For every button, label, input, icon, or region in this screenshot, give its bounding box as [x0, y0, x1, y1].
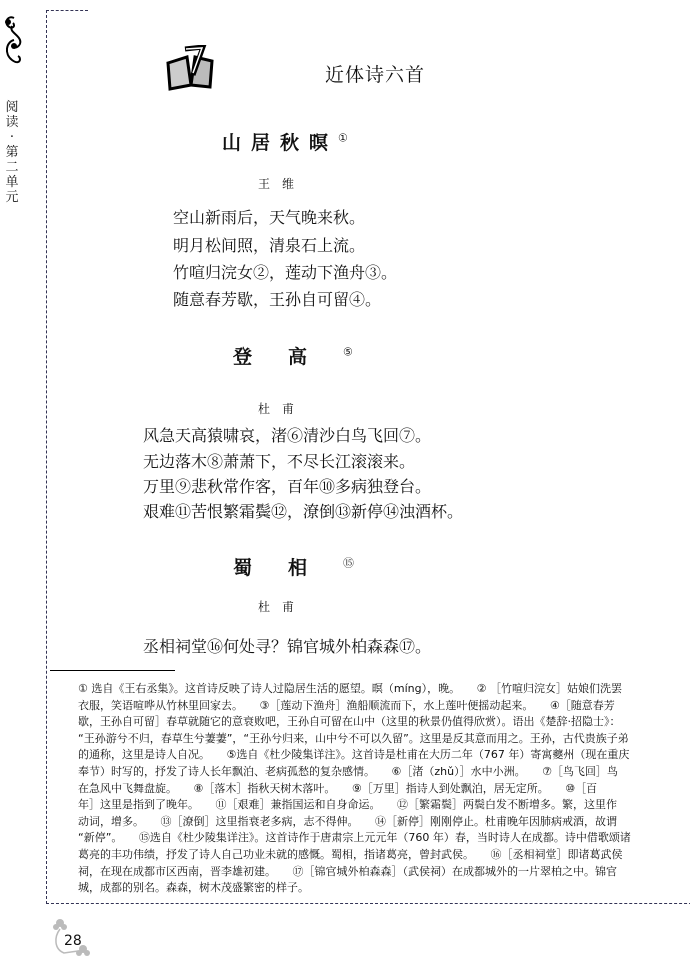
frame-top-dash: [46, 10, 88, 11]
footnote-line: 城，成都的别名。森森，树木茂盛繁密的样子。: [78, 881, 309, 895]
poem-line: 无边落木⑧萧萧下，不尽长江滚滚来。: [143, 452, 416, 471]
poem-title: 山居秋暝①: [222, 131, 348, 154]
poem-line: 竹喧归浣女②，莲动下渔舟③。: [173, 263, 398, 282]
poem-author: 王维: [258, 177, 307, 191]
footnote-line: 葛亮的丰功伟绩，抒发了诗人自己功业未就的感慨。蜀相，指诸葛亮，曾封武侯。 ⑯［丞相祠堂］即诸葛武侯: [78, 847, 623, 861]
poem-line: 万里⑨悲秋常作客，百年⑩多病独登台。: [143, 477, 432, 496]
poem-author: 杜甫: [258, 600, 307, 614]
poem-title: 蜀相⑮: [233, 556, 355, 579]
footnote-line: ① 选自《王右丞集》。这首诗反映了诗人过隐居生活的愿望。暝（míng），晚。 ② ［竹喧归浣女］姑娘们洗罢: [78, 682, 622, 695]
page-number: 28: [64, 933, 82, 949]
footnote-line: 歇，王孙自可留］春草就随它的意衰败吧，王孙自可留在山中（这里的秋景仍值得欣赏）。语出《楚辞·招隐士》：: [78, 715, 621, 729]
poem-line: 丞相祠堂⑯何处寻？锦官城外柏森森⑰。: [143, 637, 432, 656]
open-book-icon: [165, 45, 215, 91]
poem-line: 空山新雨后，天气晚来秋。: [173, 208, 366, 227]
footnote-line: “王孙游兮不归，春草生兮萋萋”，“王孙兮归来，山中兮不可以久留”。这里是反其意而用之。王孙，古代贵族子弟: [78, 731, 629, 745]
footnote-line: 奉节）时写的，抒发了诗人长年飘泊、老病孤愁的复杂感情。 ⑥［渚（zhǔ）］水中小洲。 ⑦［鸟飞回］鸟: [78, 764, 618, 778]
lesson-title: 近体诗六首: [325, 64, 426, 86]
footnote-line: 的通称，这里是诗人自况。 ⑤选自《杜少陵集详注》。这首诗是杜甫在大历二年（767 年）寄寓夔州（现在重庆: [78, 748, 630, 762]
footnote-line: 年］这里是指到了晚年。 ⑪［艰难］兼指国运和自身命运。 ⑫［繁霜鬓］两鬓白发不断增多。繁，这里作: [78, 798, 617, 812]
footnotes: [78, 681, 690, 897]
poem-author: 杜甫: [258, 402, 307, 416]
poem-line: 明月松间照，清泉石上流。: [173, 236, 366, 255]
footnote-line: “新停”。 ⑮选自《杜少陵集详注》。这首诗作于唐肃宗上元元年（760 年）春，当时诗人在成都。诗中借歌颂诸: [78, 831, 631, 845]
footnote-rule: [50, 670, 175, 671]
floral-ornament-icon: [2, 14, 24, 66]
poem-line: 随意春芳歇，王孙自可留④。: [173, 290, 382, 309]
footnote-line: 在急风中飞舞盘旋。 ⑧［落木］指秋天树木落叶。 ⑨［万里］指诗人到处飘泊，居无定所。 ⑩［百: [78, 781, 598, 795]
footnote-line: 祠，在现在成都市区西南，晋李雄初建。 ⑰［锦官城外柏森森］（武侯祠）在成都城外的一片翠柏之中。锦官: [78, 864, 617, 878]
poem-line: 风急天高猿啸哀，渚⑥清沙白鸟飞回⑦。: [143, 426, 432, 445]
poem-line: 艰难⑪苦恨繁霜鬓⑫，潦倒⑬新停⑭浊酒杯。: [143, 502, 464, 521]
unit-label: 阅读·第二单元: [5, 100, 19, 205]
poem-title: 登高⑤: [233, 345, 353, 368]
footnote-line: 衣服，笑语喧哗从竹林里回家去。 ③［莲动下渔舟］渔船顺流而下，水上莲叶便摇动起来。 ④［随意春芳: [78, 698, 615, 712]
footnote-line: 动词，增多。 ⑬［潦倒］这里指衰老多病，志不得伸。 ⑭［新停］刚刚停止。杜甫晚年因肺病戒酒，故谓: [78, 814, 617, 828]
